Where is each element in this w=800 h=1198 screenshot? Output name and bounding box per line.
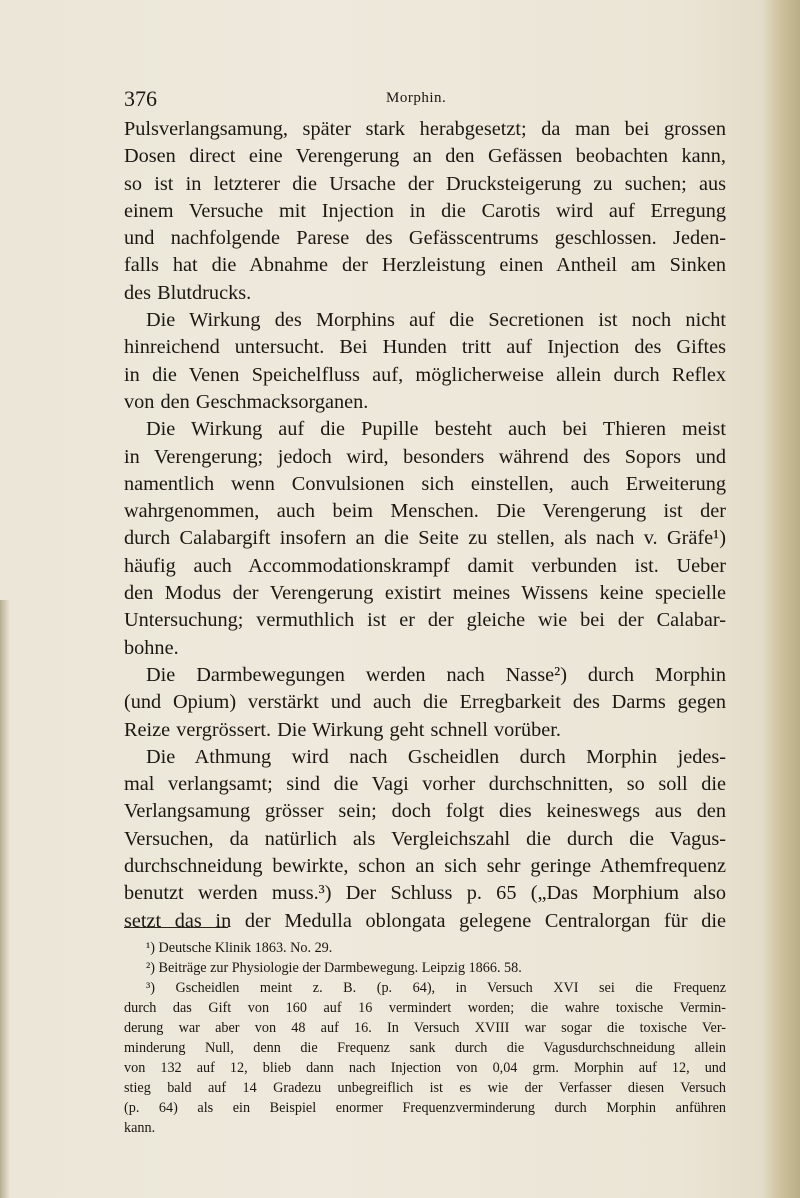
body-line: von den Geschmacksorganen. <box>124 390 369 413</box>
footnotes <box>124 938 726 1138</box>
running-head: Morphin. <box>386 90 447 106</box>
footnote-line: ³) Gscheidlen meint z. B. (p. 64), in Versuch XVI sei die Frequenz <box>146 980 726 996</box>
body-line: einem Versuche mit Injection in die Carotis wird auf Erregung <box>124 199 726 222</box>
body-line: falls hat die Abnahme der Herzleistung einen Antheil am Sinken <box>124 254 726 277</box>
footnote-line: (p. 64) als ein Beispiel enormer Frequenzverminderung durch Morphin anführen <box>124 1100 726 1116</box>
page-number: 376 <box>124 86 157 111</box>
body-line: Die Darmbewegungen werden nach Nasse²) durch Morphin <box>146 663 726 686</box>
body-line: Die Wirkung des Morphins auf die Secretionen ist noch nicht <box>146 309 726 332</box>
footnote-line: ²) Beiträge zur Physiologie der Darmbewegung. Leipzig 1866. 58. <box>146 960 522 976</box>
page-edge-shadow-right <box>762 0 800 1198</box>
footnote-line: stieg bald auf 14 Gradezu unbegreiflich ist es wie der Verfasser diesen Versuch <box>124 1080 726 1096</box>
body-line: des Blutdrucks. <box>124 281 252 304</box>
footnote-line: ¹) Deutsche Klinik 1863. No. 29. <box>146 940 333 956</box>
body-line: namentlich wenn Convulsionen sich einstellen, auch Erweiterung <box>124 472 726 495</box>
body-line: durchschneidung bewirkte, schon an sich sehr geringe Athemfrequenz <box>124 855 726 878</box>
body-line: Reize vergrössert. Die Wirkung geht schnell vorüber. <box>124 718 561 741</box>
body-line: bohne. <box>124 636 179 659</box>
body-line: häufig auch Accommodationskrampf damit verbunden ist. Ueber <box>124 554 726 577</box>
body-line: mal verlangsamt; sind die Vagi vorher durchschnitten, so soll die <box>124 773 726 796</box>
body-line: wahrgenommen, auch beim Menschen. Die Verengerung ist der <box>124 500 726 523</box>
body-line: so ist in letzterer die Ursache der Drucksteigerung zu suchen; aus <box>124 172 726 195</box>
body-line: benutzt werden muss.³) Der Schluss p. 65 („Das Morphium also <box>124 882 726 905</box>
footnote-line: kann. <box>124 1120 156 1136</box>
page-header <box>124 86 724 116</box>
body-line: in die Venen Speichelfluss auf, möglicherweise allein durch Reflex <box>124 363 726 386</box>
body-line: Untersuchung; vermuthlich ist er der gleiche wie bei der Calabar- <box>124 609 726 632</box>
footnote-line: derung war aber von 48 auf 16. In Versuch XVIII war sogar die toxische Ver- <box>124 1020 726 1036</box>
body-line: und nachfolgende Parese des Gefässcentrums geschlossen. Jeden- <box>124 227 726 250</box>
body-line: Die Wirkung auf die Pupille besteht auch bei Thieren meist <box>146 418 726 441</box>
body-line: hinreichend untersucht. Bei Hunden tritt auf Injection des Giftes <box>124 336 726 359</box>
footnote-line: durch das Gift von 160 auf 16 vermindert worden; die wahre toxische Vermin- <box>124 1000 726 1016</box>
body-line: durch Calabargift insofern an die Seite zu stellen, als nach v. Gräfe¹) <box>124 527 726 550</box>
page-edge-shadow-left <box>0 600 10 1198</box>
body-line: in Verengerung; jedoch wird, besonders während des Sopors und <box>124 445 726 468</box>
footnote-divider <box>124 927 228 928</box>
footnote-line: minderung Null, denn die Frequenz sank durch die Vagusdurchschneidung allein <box>124 1040 726 1056</box>
body-line: Dosen direct eine Verengerung an den Gefässen beobachten kann, <box>124 145 726 168</box>
body-text <box>124 116 726 935</box>
body-line: setzt das in der Medulla oblongata gelegene Centralorgan für die <box>124 909 726 932</box>
footnote-line: von 132 auf 12, blieb dann nach Injection von 0,04 grm. Morphin auf 12, und <box>124 1060 726 1076</box>
body-line: Versuchen, da natürlich als Vergleichszahl die durch die Vagus- <box>124 827 726 850</box>
body-line: Verlangsamung grösser sein; doch folgt dies keineswegs aus den <box>124 800 726 823</box>
body-line: Die Athmung wird nach Gscheidlen durch Morphin jedes- <box>146 745 726 768</box>
body-line: (und Opium) verstärkt und auch die Erregbarkeit des Darms gegen <box>124 691 726 714</box>
body-line: den Modus der Verengerung existirt meines Wissens keine specielle <box>124 582 726 605</box>
body-line: Pulsverlangsamung, später stark herabgesetzt; da man bei grossen <box>124 118 726 140</box>
